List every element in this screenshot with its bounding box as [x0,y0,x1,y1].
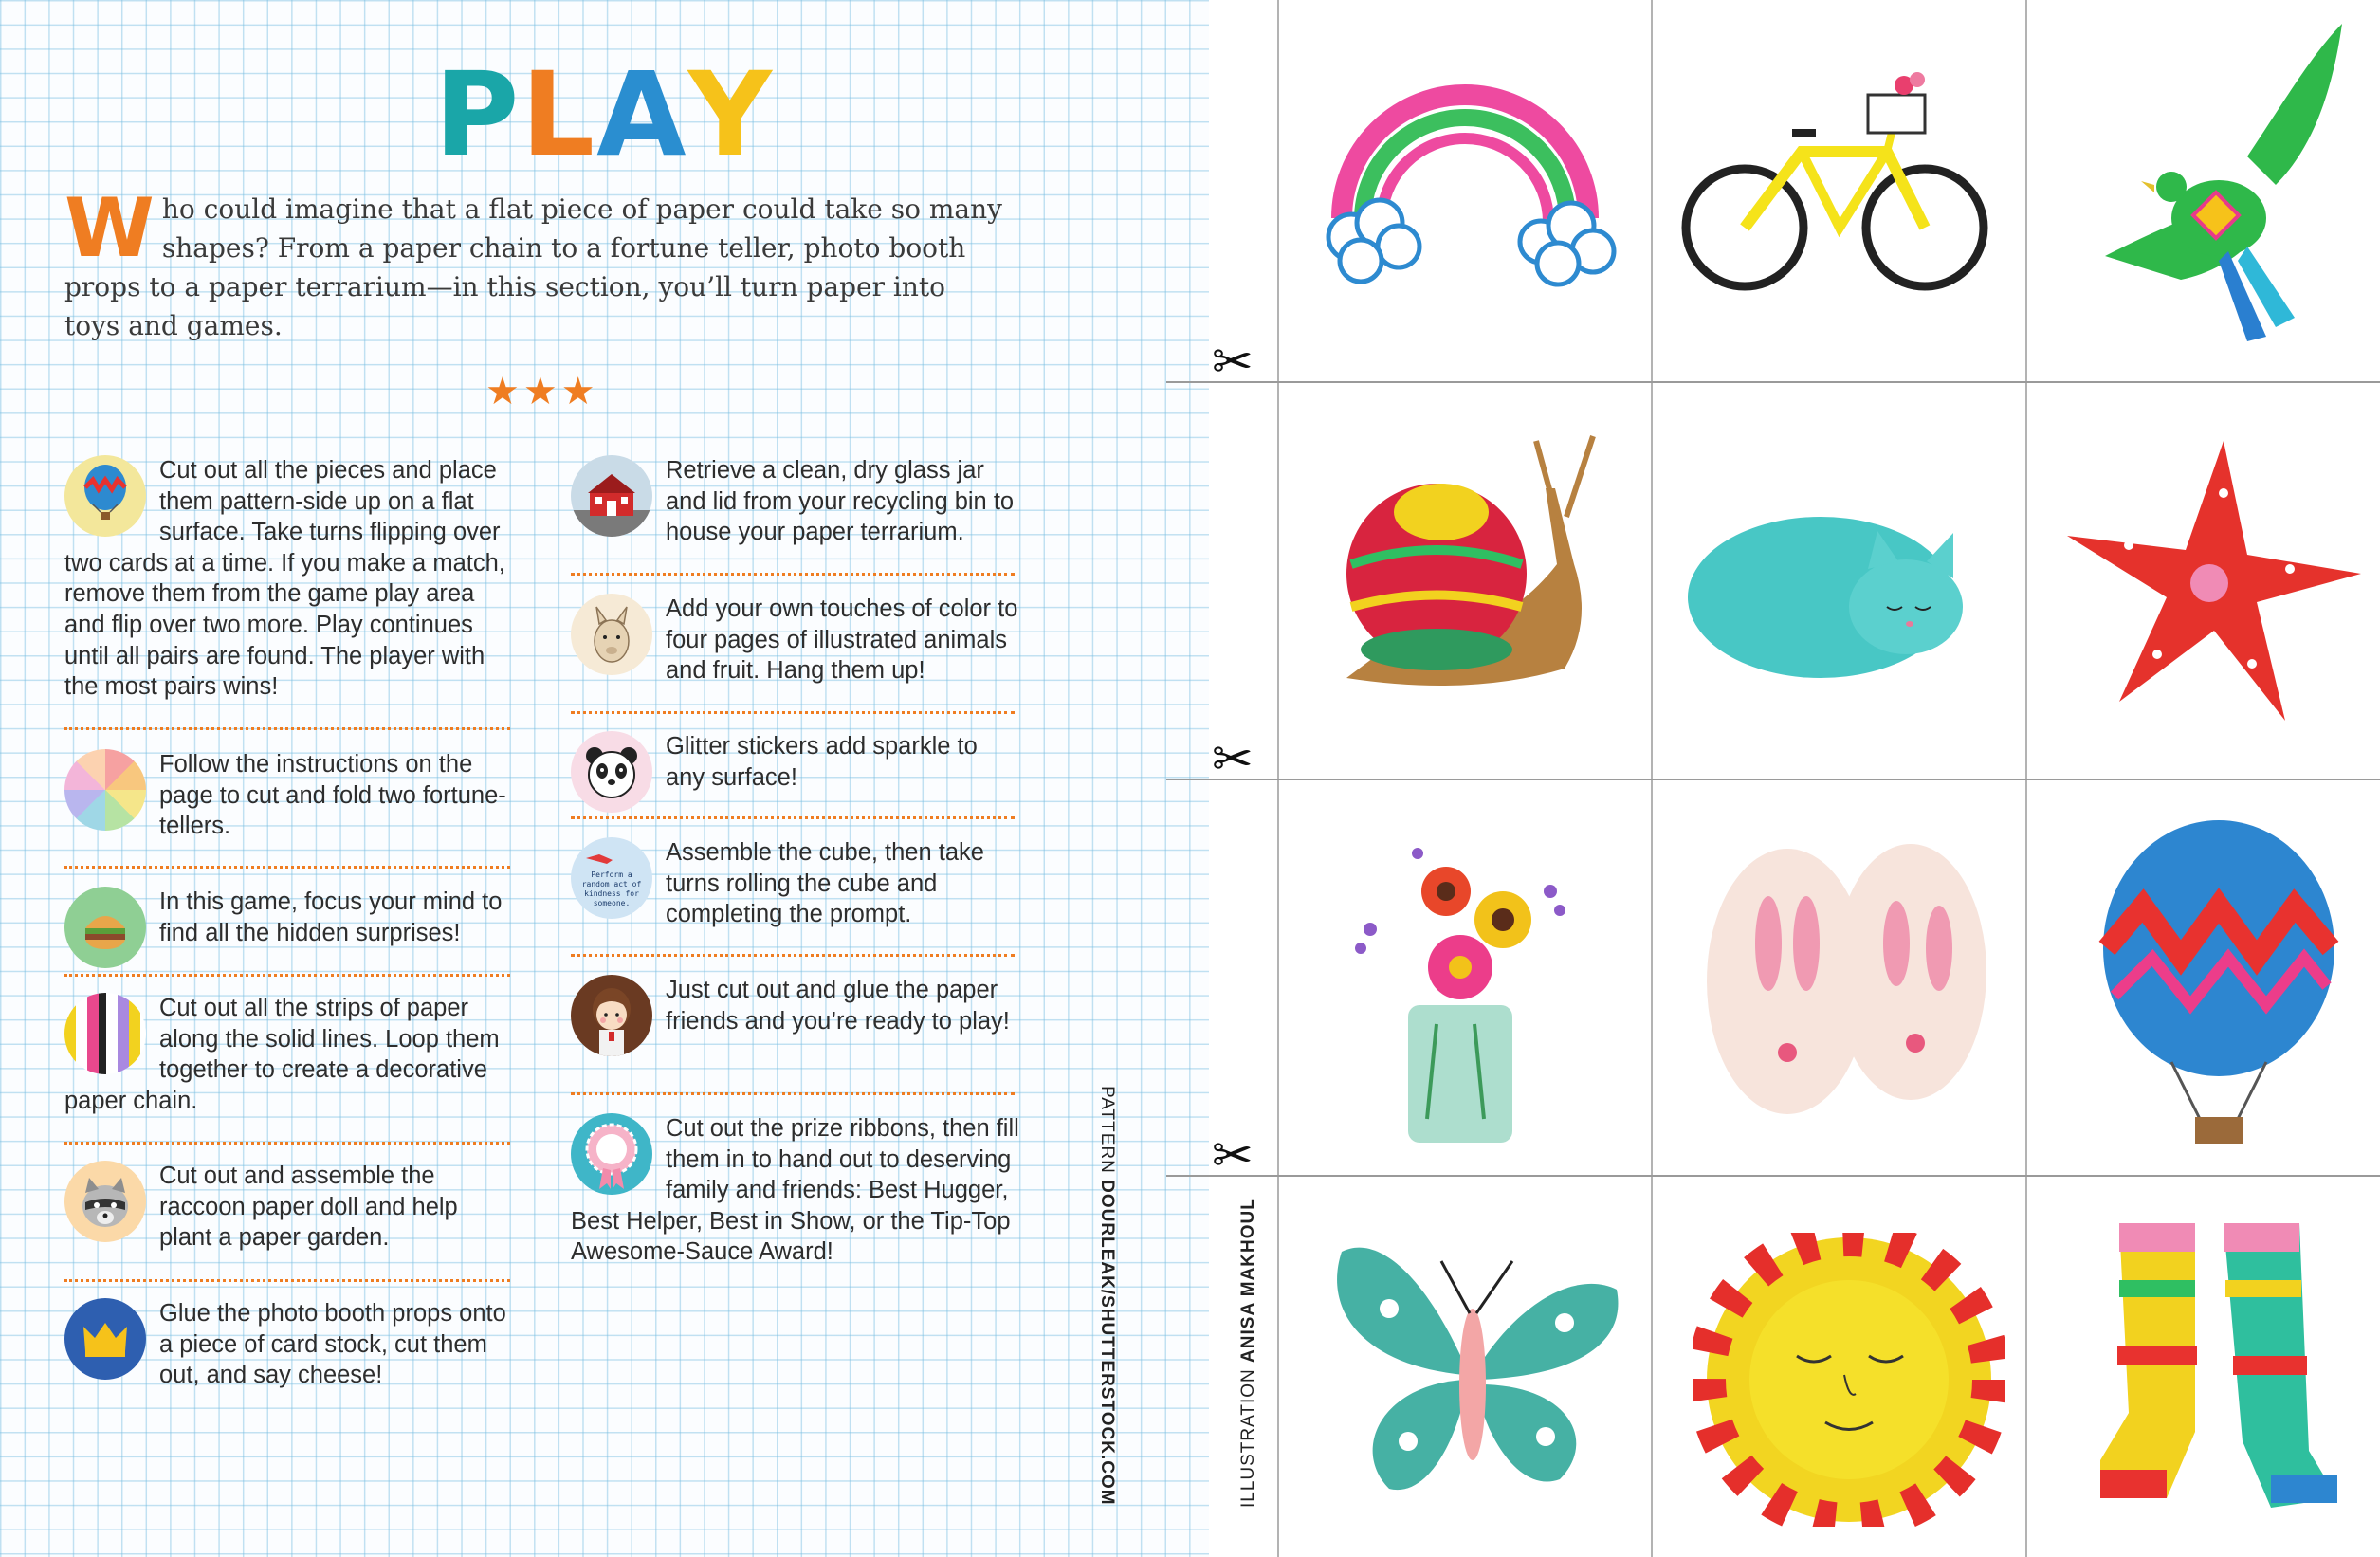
instruction-paper-chain [64,993,510,1116]
instruction-terrarium [571,455,1021,548]
card-snail[interactable] [1309,431,1631,721]
crown-icon [64,1298,146,1380]
bunny-slippers-icon [1697,830,2001,1124]
prize-ribbon-icon [571,1113,652,1195]
dotted-divider [571,954,1015,957]
scissors-icon: ✂ [1212,732,1254,787]
scissors-icon: ✂ [1212,1128,1254,1183]
item-text: Cut out the prize ribbons, then fill them in to hand out to deserving family and friends: Best Hugger, Best Helper, Best in Show, or the Tip-Top Awesome-Sauce Award! [571,1115,1019,1266]
dotted-divider [571,816,1015,819]
cube-prompt-line-2: random act of [581,880,642,888]
item-text: Cut out and assemble the raccoon paper doll and help plant a paper garden. [159,1163,458,1252]
kindness-cube-icon [571,837,652,919]
cube-prompt-line-3: kindness for [584,889,639,898]
title-letter-l: L [521,47,595,182]
dotted-divider [64,1279,510,1282]
item-text: Follow the instructions on the page to cut and fold two fortune-tellers. [159,751,506,840]
page-title [434,47,772,182]
instruction-fortune-tellers [64,749,510,842]
item-text: Assemble the cube, then take turns rolling the cube and completing the prompt. [666,839,984,928]
instruction-memory-game [64,455,510,703]
intro-text: ho could imagine that a flat piece of paper could take so many shapes? From a paper chain to a fortune teller, photo booth props to a paper terrarium—in this section, you’ll turn paper into toys and games. [64,193,1002,341]
title-letter-y: Y [687,47,772,182]
dotted-divider [571,1092,1015,1095]
item-text: Just cut out and glue the paper friends and you’re ready to play! [666,977,1010,1035]
paper-friend-icon [571,975,652,1056]
instruction-photo-booth [64,1298,510,1391]
cube-prompt-line-1: Perform a [591,870,632,879]
intro-paragraph [64,181,1003,345]
scissors-icon: ✂ [1212,335,1254,390]
instruction-prize-ribbons [571,1113,1021,1268]
flower-jar-icon [1332,815,1588,1147]
card-cut-line [1166,778,2380,780]
instruction-glitter-stickers [571,731,1021,816]
pattern-credit [1096,1086,1117,1506]
card-bunny-slippers[interactable] [1697,830,2001,1128]
cube-prompt-line-4: someone. [593,899,631,907]
memory-card-sheet [1166,0,2380,1557]
dotted-divider [64,727,510,730]
instruction-raccoon-doll [64,1161,510,1254]
illustration-credit-name: ANISA MAKHOUL [1238,1198,1258,1363]
illustration-credit-label: ILLUSTRATION [1238,1362,1258,1508]
card-bicycle[interactable] [1669,57,2010,318]
item-text: Cut out all the strips of paper along the solid lines. Loop them together to create a decorative paper chain. [64,995,500,1114]
instruction-kindness-cube [571,837,1021,930]
hot-air-balloon-icon [64,455,146,537]
card-hot-air-balloon[interactable] [2096,815,2342,1162]
card-starfish[interactable] [2062,436,2366,735]
card-sleeping-cat[interactable] [1678,493,2001,687]
bird-icon [2067,14,2371,356]
item-text: Glitter stickers add sparkle to any surface! [666,733,978,791]
pattern-credit-name: DOURLEAK/SHUTTERSTOCK.COM [1097,1180,1117,1506]
dotted-divider [571,711,1015,714]
butterfly-icon [1323,1223,1636,1517]
hot-air-balloon-icon [2096,815,2342,1157]
sleeping-cat-icon [1678,493,2001,683]
bicycle-icon [1669,57,2010,313]
item-text: Cut out all the pieces and place them pattern-side up on a flat surface. Take turns flipping over two cards at a time. If you make a match, remove them from the game play area and flip over two more. Play continues until all pairs are found. The player with the most pairs wins! [64,457,505,701]
card-flower-jar[interactable] [1332,815,1588,1152]
rainbow-icon [1304,57,1626,303]
dotted-divider [64,1142,510,1145]
card-sun[interactable] [1693,1233,2005,1531]
instruction-paper-friends [571,975,1021,1060]
dotted-divider [571,573,1015,576]
card-rainbow[interactable] [1304,57,1626,308]
panda-icon [571,731,652,813]
socks-icon [2081,1214,2356,1527]
red-barn-icon [571,455,652,537]
pattern-credit-label: PATTERN [1097,1086,1117,1181]
title-letter-a: A [596,47,687,182]
sun-icon [1693,1233,2005,1527]
title-letter-p: P [434,47,520,182]
raccoon-icon [64,1161,146,1242]
card-socks[interactable] [2081,1214,2356,1531]
card-butterfly[interactable] [1323,1223,1636,1522]
instruction-hidden-surprises [64,887,510,972]
fortune-teller-icon [64,749,146,831]
drop-cap: W [64,181,155,276]
item-text: Glue the photo booth props onto a piece of card stock, cut them out, and say cheese! [159,1300,506,1389]
instruction-color-pages [571,594,1021,687]
snail-icon [1309,431,1631,716]
item-text: Retrieve a clean, dry glass jar and lid from your recycling bin to house your paper terrarium. [666,457,1015,546]
dotted-divider [64,866,510,869]
dotted-divider [64,974,510,977]
item-text: Add your own touches of color to four pages of illustrated animals and fruit. Hang them up! [666,595,1018,685]
paper-chain-icon [64,993,146,1074]
card-cut-line [1166,1175,2380,1177]
card-cut-line [1166,381,2380,383]
card-bird[interactable] [2067,14,2371,360]
item-text: In this game, focus your mind to find all the hidden surprises! [159,888,503,946]
llama-icon [571,594,652,675]
hidden-surprise-icon [64,887,146,968]
star-ornament: ★★★ [485,371,599,412]
starfish-icon [2062,436,2366,730]
